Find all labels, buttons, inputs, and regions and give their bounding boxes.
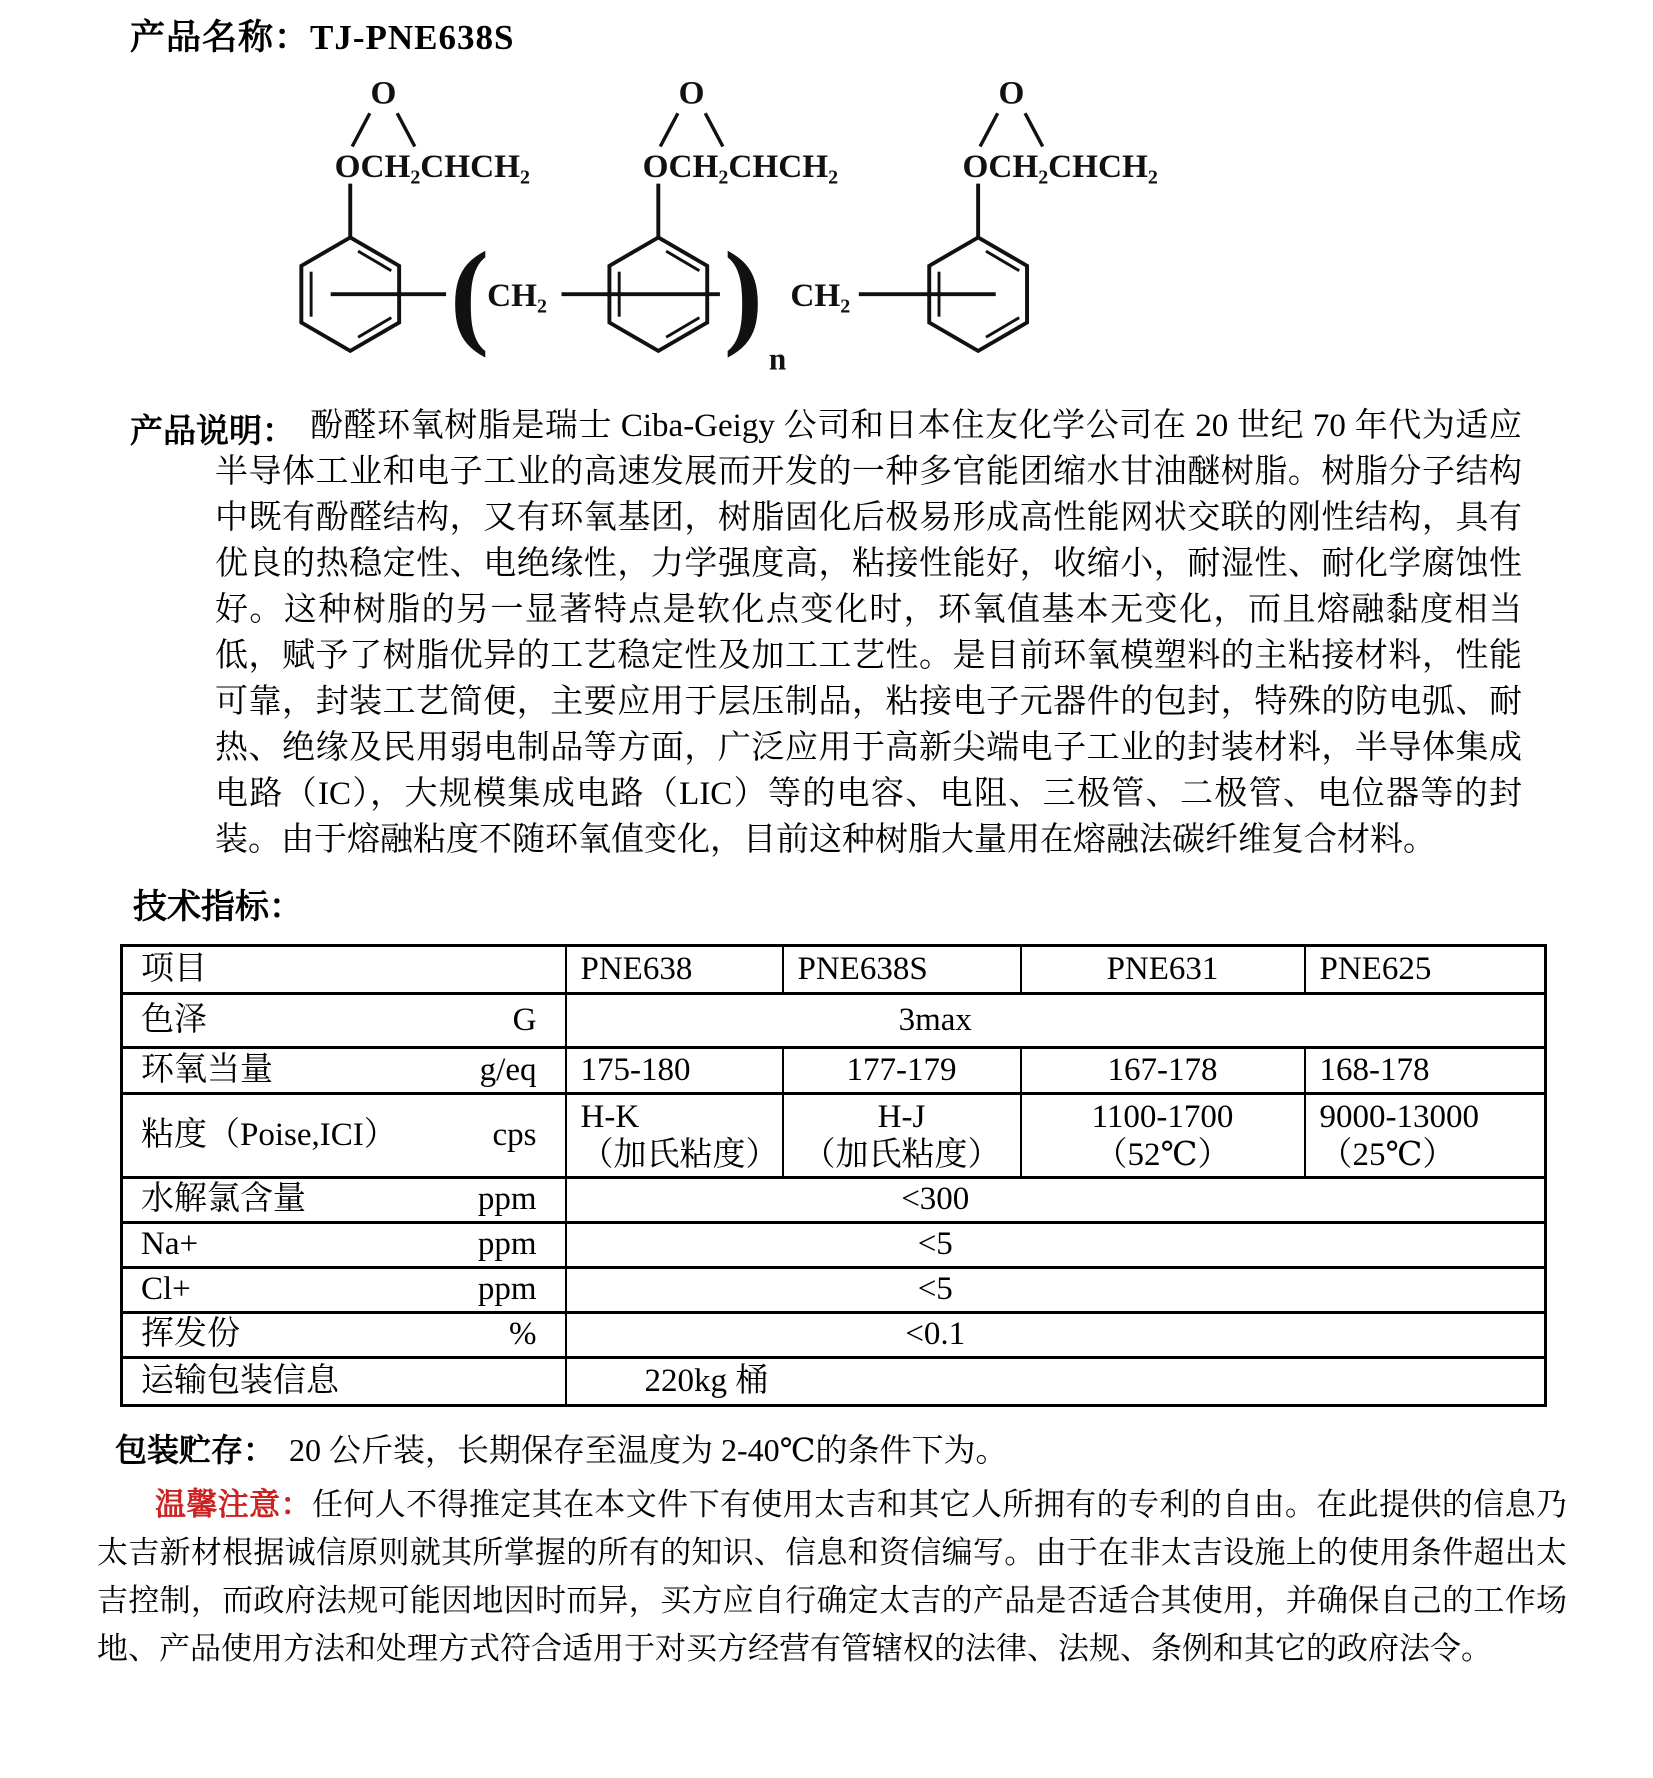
- chemical-structure: [272, 74, 1162, 397]
- glycidyl-ether-label: OCH₂CHCH₂: [334, 147, 531, 185]
- product-description-text: 酚醛环氧树脂是瑞士 Ciba-Geigy 公司和日本住友化学公司在 20 世纪 70 年代为适应半导体工业和电子工业的高速发展而开发的一种多官能团缩水甘油醚树脂。树脂分子结构中既有酚醛结构，又有环氧基团，树脂固化后极易形成高性能网状交联的刚性结构，具有优良的热稳定性、电绝缘性，力学强度高，粘接性能好，收缩小，耐湿性、耐化学腐蚀性好。这种树脂的另一显著特点是软化点变化时，环氧值基本无变化，而且熔融黏度相当低，赋予了树脂优异的工艺稳定性及加工工艺性。是目前环氧模塑料的主粘接材料，性能可靠，封装工艺简便，主要应用于层压制品，粘接电子元器件的包封，特殊的防电弧、耐热、绝缘及民用弱电制品等方面，广泛应用于高新尖端电子工业的封装材料，半导体集成电路（IC），大规模集成电路（LIC）等的电容、电阻、三极管、二极管、电位器等的封装。由于熔融粘度不随环氧值变化，目前这种树脂大量用在熔融法碳纤维复合材料。: [215, 408, 1522, 858]
- viscosity-range: 1100-1700: [1091, 1098, 1234, 1135]
- product-name-value: TJ-PNE638S: [310, 18, 515, 57]
- packaging-storage-line: [115, 1425, 1653, 1471]
- row-unit: G: [512, 1001, 537, 1038]
- spec-col-item: 项目: [141, 950, 207, 987]
- row-unit: cps: [492, 1116, 537, 1153]
- product-name-label: 产品名称：: [130, 18, 311, 57]
- row-label: 环氧当量: [141, 1051, 273, 1088]
- glycidyl-ether-label: OCH₂CHCH₂: [642, 147, 839, 185]
- spec-heading: 技术指标：: [133, 889, 303, 926]
- repeat-open-paren: (: [450, 228, 490, 359]
- row-unit: %: [509, 1316, 537, 1353]
- row-value: 177-179: [783, 1048, 1021, 1094]
- row-value-merged: <5: [566, 1268, 1546, 1313]
- row-label: 水解氯含量: [141, 1181, 306, 1218]
- methylene-link-label: CH₂: [487, 276, 548, 314]
- spec-row-color: [122, 994, 1546, 1048]
- legal-notice-text: 任何人不得推定其在本文件下有使用太吉和其它人所拥有的专利的自由。在此提供的信息乃太吉新材根据诚信原则就其所掌握的所有的知识、信息和资信编写。由于在非太吉设施上的使用条件超出太吉控制，而政府法规可能因地因时而异，买方应自行确定太吉的产品是否适合其使用，并确保自己的工作场地、产品使用方法和处理方式符合适用于对买方经营有管辖权的法律、法规、条例和其它的政府法令。: [97, 1487, 1568, 1666]
- epoxide-oxygen-label: O: [678, 74, 705, 112]
- viscosity-note: （加氏粘度）: [802, 1136, 1001, 1173]
- viscosity-note: （52℃）: [1094, 1136, 1231, 1173]
- spec-row-shipping: [122, 1358, 1546, 1406]
- epoxide-oxygen-label: O: [370, 74, 397, 112]
- packaging-storage-text: 20 公斤装，长期保存至温度为 2-40℃的条件下为。: [289, 1432, 1008, 1468]
- row-label: 色泽: [141, 1001, 207, 1038]
- row-label: 粘度（Poise,ICI）: [141, 1116, 397, 1153]
- spec-row-na: [122, 1223, 1546, 1268]
- product-description-label: 产品说明：: [130, 414, 295, 450]
- product-description-section: [0, 403, 1653, 863]
- legal-notice-label: 温馨注意：: [155, 1487, 312, 1522]
- row-label: 挥发份: [141, 1316, 240, 1353]
- epoxy-resin-structure-drawing: [272, 74, 1162, 397]
- row-value-merged: <300: [566, 1178, 1546, 1223]
- spec-row-eew: [122, 1048, 1546, 1094]
- epoxide-oxygen-label: O: [998, 74, 1025, 112]
- row-unit: ppm: [477, 1226, 537, 1263]
- row-label: Cl+: [141, 1271, 191, 1308]
- repeat-close-paren: ): [723, 228, 763, 359]
- row-unit: g/eq: [479, 1051, 537, 1088]
- spec-row-volatiles: [122, 1313, 1546, 1358]
- spec-row-viscosity: [122, 1094, 1546, 1178]
- row-unit: ppm: [477, 1181, 537, 1218]
- viscosity-range: H-J: [877, 1098, 926, 1135]
- row-value: 168-178: [1305, 1048, 1546, 1094]
- row-value: 167-178: [1021, 1048, 1305, 1094]
- row-value: [783, 1094, 1021, 1178]
- spec-row-cl: [122, 1268, 1546, 1313]
- viscosity-range: 9000-13000: [1319, 1098, 1479, 1135]
- row-value-merged: <0.1: [566, 1313, 1546, 1358]
- glycidyl-ether-label: OCH₂CHCH₂: [962, 147, 1158, 185]
- viscosity-note: （加氏粘度）: [580, 1136, 779, 1173]
- spec-col-pne625: PNE625: [1305, 946, 1546, 994]
- packaging-storage-label: 包装贮存：: [115, 1432, 276, 1468]
- spec-col-pne638: PNE638: [566, 946, 783, 994]
- repeat-subscript-n: n: [768, 341, 787, 377]
- row-value-merged: 3max: [566, 994, 1546, 1048]
- page-title: [0, 0, 1653, 60]
- spec-table: [120, 944, 1547, 1407]
- row-value: [1305, 1094, 1546, 1178]
- row-value-merged: <5: [566, 1223, 1546, 1268]
- spec-col-pne638s: PNE638S: [783, 946, 1021, 994]
- row-value: [1021, 1094, 1305, 1178]
- row-value: [566, 1094, 783, 1178]
- row-label: Na+: [141, 1226, 199, 1263]
- legal-notice: [97, 1481, 1567, 1673]
- methylene-link-label: CH₂: [790, 276, 851, 314]
- spec-col-pne631: PNE631: [1021, 946, 1305, 994]
- viscosity-note: （25℃）: [1319, 1136, 1456, 1173]
- spec-row-hydrolyzable-chlorine: [122, 1178, 1546, 1223]
- spec-header-row: [122, 946, 1546, 994]
- row-label: 运输包装信息: [141, 1362, 339, 1399]
- row-value: 175-180: [566, 1048, 783, 1094]
- row-value-merged: 220kg 桶: [566, 1358, 1546, 1406]
- viscosity-range: H-K: [580, 1098, 640, 1135]
- row-unit: ppm: [477, 1271, 537, 1308]
